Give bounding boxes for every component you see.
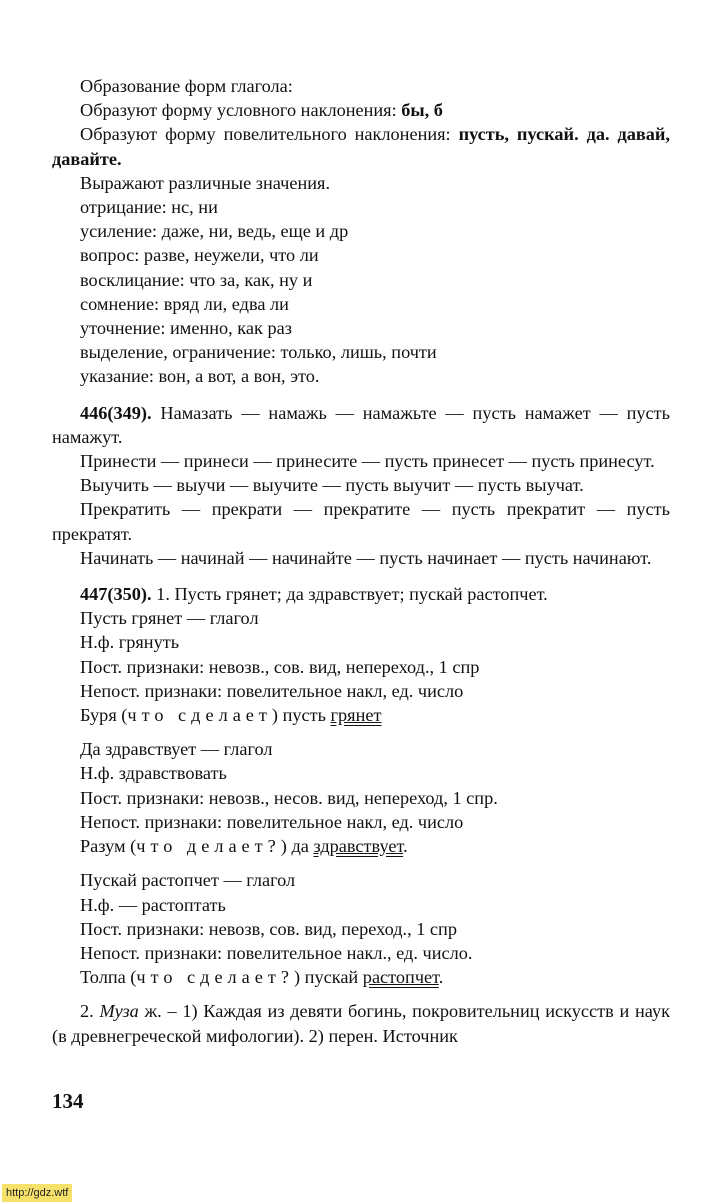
meanings-title: Выражают различные значения. — [80, 172, 331, 193]
formation-imperative: Образуют форму повелительного наклонения: пусть, пускай. да. давай, давайте. — [52, 124, 670, 169]
exercise-446-line: Прекратить — прекрати — прекратите — пусть прекратит — пусть прекратят. — [52, 499, 670, 544]
meaning-item: сомнение: вряд ли, едва ли — [80, 293, 289, 314]
formation-conditional: Образуют форму условного наклонения: бы, б — [80, 100, 443, 121]
analysis-head: Да здравствует — глагол — [80, 739, 273, 760]
meaning-item: вопрос: разве, неужели, что ли — [80, 245, 319, 266]
meaning-item: выделение, ограничение: только, лишь, почти — [80, 342, 437, 363]
page-body — [52, 74, 670, 1048]
watermark-link[interactable]: http://gdz.wtf — [2, 1184, 72, 1202]
analysis-post: Пост. признаки: невозв., несов. вид, непереход, 1 спр. — [80, 787, 498, 808]
analysis-example: Буря (что сделает) пусть грянет — [80, 705, 382, 726]
meaning-item: отрицание: нс, ни — [80, 197, 218, 218]
analysis-nf: Н.ф. грянуть — [80, 632, 180, 653]
analysis-nf: Н.ф. — растоптать — [80, 894, 226, 915]
meaning-item: указание: вон, а вот, а вон, это. — [80, 366, 320, 387]
exercise-446-line: Выучить — выучи — выучите — пусть выучит — пусть выучат. — [80, 475, 584, 496]
analysis-example: Разум (что делает?) да здравствует. — [80, 836, 408, 857]
meaning-item: уточнение: именно, как раз — [80, 318, 292, 339]
analysis-example: Толпа (что сделает?) пускай растопчет. — [80, 967, 444, 988]
page-number: 134 — [52, 1089, 84, 1113]
analysis-post: Пост. признаки: невозв., сов. вид, непереход., 1 спр — [80, 656, 480, 677]
defined-word: Муза — [99, 1001, 139, 1022]
analysis-nf: Н.ф. здравствовать — [80, 763, 227, 784]
exercise-446-line: 446(349). Намазать — намажь — намажьте — пусть намажет — пусть намажут. — [52, 402, 670, 447]
exercise-number: 446(349). — [80, 402, 152, 423]
analysis-post: Пост. признаки: невозв, сов. вид, переход., 1 спр — [80, 918, 457, 939]
exercise-446-line: Начинать — начинай — начинайте — пусть начинает — пусть начинают. — [80, 547, 652, 568]
analysis-nepost: Непост. признаки: повелительное накл., ед. число. — [80, 942, 473, 963]
analysis-nepost: Непост. признаки: повелительное накл, ед. число — [80, 680, 464, 701]
exercise-446-line: Принести — принеси — принесите — пусть принесет — пусть принесут. — [80, 451, 655, 472]
meaning-item: усиление: даже, ни, ведь, еще и др — [80, 221, 349, 242]
exercise-447-intro: 447(350). 1. Пусть грянет; да здравствует; пускай растопчет. — [80, 584, 548, 605]
analysis-nepost: Непост. признаки: повелительное накл, ед. число — [80, 811, 464, 832]
exercise-447-part2: 2. Муза ж. – 1) Каждая из девяти богинь, покровительниц искусств и наук (в древнегреческой мифологии). 2) перен. Источник — [52, 1001, 670, 1046]
meaning-item: восклицание: что за, как, ну и — [80, 269, 313, 290]
formation-title: Образование форм глагола: — [80, 76, 293, 96]
analysis-head: Пусть грянет — глагол — [80, 608, 259, 629]
analysis-head: Пускай растопчет — глагол — [80, 870, 296, 891]
exercise-number: 447(350). — [80, 584, 152, 605]
